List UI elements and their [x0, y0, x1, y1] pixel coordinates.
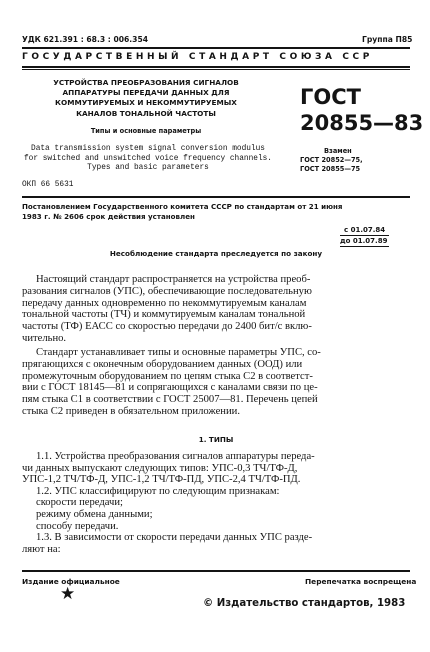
footer-rule: [22, 570, 410, 572]
title-line: АППАРАТУРЫ ПЕРЕДАЧИ ДАННЫХ ДЛЯ: [62, 88, 230, 98]
text-line: УПС-1,2 ТЧ/ТФ-Д, УПС-1,2 ТЧ/ТФ-ПД, УПС-2,4 ТЧ/ТФ-ПД.: [22, 474, 301, 486]
standard-subtitle: Типы и основные параметры: [90, 127, 202, 135]
replaces-standard: ГОСТ 20855—75: [300, 165, 361, 174]
english-title-line: for switched and unswitched voice frequency channels.: [24, 154, 272, 163]
valid-from: с 01.07.84: [340, 225, 389, 236]
decree-line: Постановлением Государственного комитета СССР по стандартам от 21 июня: [22, 202, 343, 211]
copyright: © Издательство стандартов, 1983: [203, 598, 406, 609]
section-1-body: [22, 451, 410, 555]
text-line: Стандарт устанавливает типы и основные параметры УПС, со-: [36, 347, 321, 358]
decree-text: [22, 202, 412, 222]
state-standard-banner: ГОСУДАРСТВЕННЫЙ СТАНДАРТ СОЮЗА ССР: [22, 52, 373, 62]
text-line: режиму обмена данными;: [36, 508, 153, 520]
text-line: тональной частоты (ТЧ) и коммутируемым каналам тональной: [22, 309, 306, 321]
text-line: вии с ГОСТ 18145—81 и сопрягающихся с каналами связи по це-: [22, 382, 318, 394]
text-line: 1.3. В зависимости от скорости передачи данных УПС разде-: [36, 532, 313, 544]
text-line: 1.2. УПС классифицируют по следующим признакам:: [36, 485, 280, 497]
replaces-label: Взамен: [324, 147, 352, 155]
top-rule: [22, 47, 410, 49]
text-line: разования сигналов (УПС), обеспечивающие последовательную: [22, 285, 312, 297]
replaces-standard: ГОСТ 20852—75,: [300, 156, 363, 165]
group-code: Группа П85: [362, 35, 413, 44]
standard-title: [22, 78, 270, 119]
replaces-block: [300, 147, 363, 175]
okp-code: ОКП 66 5631: [22, 181, 74, 189]
text-line: 1.1. Устройства преобразования сигналов аппаратуры переда-: [36, 451, 315, 462]
gost-label: ГОСТ: [300, 85, 361, 109]
gost-number: 20855—83: [300, 111, 424, 135]
banner-rule-bottom: [22, 69, 410, 70]
text-line: частоты (ТФ) ЕАСС со скоростью передачи до 2400 бит/с вклю-: [22, 321, 312, 333]
title-line: КАНАЛОВ ТОНАЛЬНОЙ ЧАСТОТЫ: [76, 108, 216, 118]
text-line: скорости передачи;: [36, 497, 123, 509]
intro-paragraph-1: [22, 274, 410, 345]
english-title-line: Types and basic parameters: [87, 164, 209, 173]
valid-to: до 01.07.89: [340, 237, 388, 245]
section-1-heading: 1. ТИПЫ: [198, 435, 234, 444]
text-line: Настоящий стандарт распространяется на устройства преоб-: [36, 274, 311, 285]
text-line: стыка С2 приведен в обязательном приложении.: [22, 405, 240, 417]
official-edition: Издание официальное: [22, 577, 120, 586]
star-icon: ★: [60, 584, 76, 603]
text-line: промежуточным оборудованием по цепям стыка С2 в соответст-: [22, 370, 313, 382]
intro-paragraph-2: [22, 347, 410, 418]
text-line: чительно.: [22, 332, 67, 344]
english-title-line: Data transmission system signal conversion modulus: [31, 145, 265, 153]
text-line: ляют на:: [22, 543, 61, 555]
text-line: чи данных выпускают следующих типов: УПС-0,3 ТЧ/ТФ-Д,: [22, 462, 298, 474]
law-notice: Несоблюдение стандарта преследуется по закону: [109, 249, 323, 258]
decree-line: 1983 г. № 2606 срок действия установлен: [22, 212, 195, 222]
text-line: способу передачи.: [36, 520, 119, 532]
text-line: передачу данных одновременно по некоммутируемым каналам: [22, 297, 307, 309]
text-line: пям стыка С1 в соответствии с ГОСТ 25007—81. Перечень цепей: [22, 394, 318, 406]
english-title: [22, 145, 274, 174]
title-line: УСТРОЙСТВА ПРЕОБРАЗОВАНИЯ СИГНАЛОВ: [53, 78, 239, 87]
reprint-prohibited: Перепечатка воспрещена: [305, 577, 417, 586]
title-line: КОММУТИРУЕМЫХ И НЕКОММУТИРУЕМЫХ: [55, 98, 237, 108]
udk-code: УДК 621.391 : 68.3 : 006.354: [22, 35, 149, 44]
decree-rule: [22, 196, 410, 198]
banner-rule-top: [22, 66, 410, 68]
validity-dates: [340, 225, 389, 247]
text-line: прягающихся с оконечным оборудованием данных (ООД) или: [22, 358, 303, 370]
